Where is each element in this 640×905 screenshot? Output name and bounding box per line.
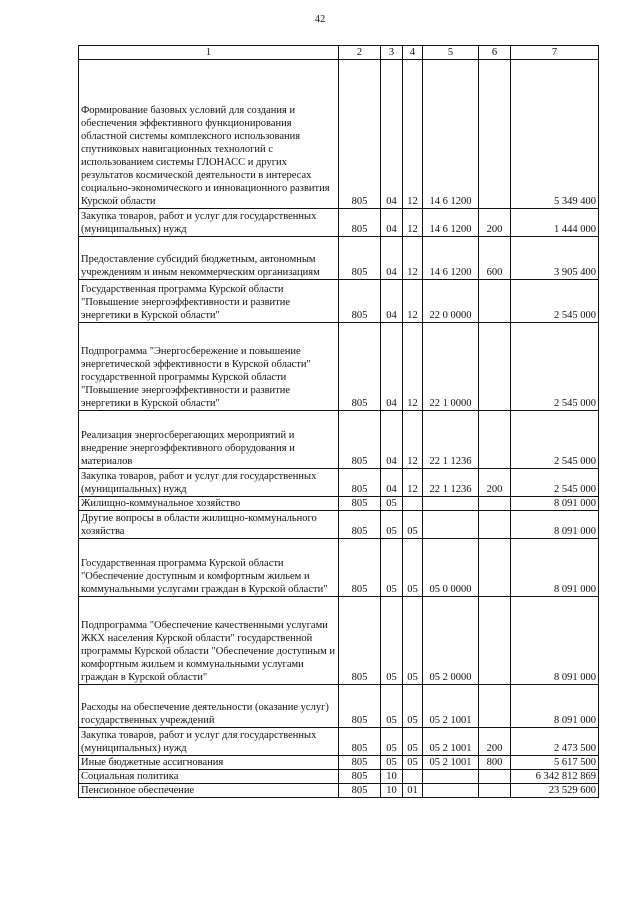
header-col-2: 2 bbox=[339, 46, 381, 60]
cell-ministry: 805 bbox=[339, 209, 381, 237]
table-row bbox=[79, 60, 599, 209]
cell-expense-type bbox=[479, 770, 511, 784]
cell-section: 05 bbox=[381, 728, 403, 756]
cell-subsection: 12 bbox=[403, 411, 423, 469]
cell-expense-type bbox=[479, 411, 511, 469]
cell-amount: 8 091 000 bbox=[511, 685, 599, 728]
cell-target-article: 22 1 1236 bbox=[423, 411, 479, 469]
cell-section: 04 bbox=[381, 237, 403, 280]
cell-target-article: 05 2 1001 bbox=[423, 685, 479, 728]
cell-expense-type: 600 bbox=[479, 237, 511, 280]
row-name: Пенсионное обеспечение bbox=[79, 784, 339, 798]
table-row bbox=[79, 756, 599, 770]
table-row bbox=[79, 511, 599, 539]
cell-section: 04 bbox=[381, 60, 403, 209]
cell-target-article: 22 1 1236 bbox=[423, 469, 479, 497]
table-row bbox=[79, 728, 599, 756]
cell-expense-type bbox=[479, 60, 511, 209]
cell-target-article: 05 2 0000 bbox=[423, 597, 479, 685]
row-name: Другие вопросы в области жилищно-коммунального хозяйства bbox=[79, 511, 339, 539]
row-name: Расходы на обеспечение деятельности (оказание услуг) государственных учреждений bbox=[79, 685, 339, 728]
row-name: Закупка товаров, работ и услуг для государственных (муниципальных) нужд bbox=[79, 728, 339, 756]
cell-expense-type bbox=[479, 497, 511, 511]
cell-target-article: 14 6 1200 bbox=[423, 237, 479, 280]
cell-ministry: 805 bbox=[339, 323, 381, 411]
cell-target-article: 14 6 1200 bbox=[423, 209, 479, 237]
cell-amount: 1 444 000 bbox=[511, 209, 599, 237]
row-name: Формирование базовых условий для создания и обеспечения эффективного функционирования областной системы комплексного использования спутниковых навигационных технологий с использованием системы ГЛОНАСС и других результатов космической деятельности в интересах социально-экономического и инновационного развития Курской области bbox=[79, 60, 339, 209]
cell-ministry: 805 bbox=[339, 756, 381, 770]
cell-section: 05 bbox=[381, 756, 403, 770]
cell-ministry: 805 bbox=[339, 237, 381, 280]
cell-amount: 23 529 600 bbox=[511, 784, 599, 798]
table-row bbox=[79, 411, 599, 469]
page-number: 42 bbox=[314, 14, 326, 25]
cell-ministry: 805 bbox=[339, 60, 381, 209]
cell-expense-type: 200 bbox=[479, 469, 511, 497]
cell-subsection: 12 bbox=[403, 209, 423, 237]
cell-ministry: 805 bbox=[339, 685, 381, 728]
header-col-7: 7 bbox=[511, 46, 599, 60]
row-name: Реализация энергосберегающих мероприятий и внедрение энергоэффективного оборудования и материалов bbox=[79, 411, 339, 469]
cell-ministry: 805 bbox=[339, 469, 381, 497]
cell-expense-type: 200 bbox=[479, 728, 511, 756]
cell-subsection: 05 bbox=[403, 685, 423, 728]
table-row bbox=[79, 280, 599, 323]
table-row bbox=[79, 770, 599, 784]
header-row bbox=[79, 46, 599, 60]
cell-expense-type bbox=[479, 323, 511, 411]
cell-section: 10 bbox=[381, 770, 403, 784]
cell-target-article bbox=[423, 511, 479, 539]
cell-expense-type bbox=[479, 511, 511, 539]
cell-expense-type bbox=[479, 597, 511, 685]
table-row bbox=[79, 685, 599, 728]
cell-ministry: 805 bbox=[339, 280, 381, 323]
cell-amount: 8 091 000 bbox=[511, 597, 599, 685]
header-col-5: 5 bbox=[423, 46, 479, 60]
row-name: Социальная политика bbox=[79, 770, 339, 784]
cell-amount: 8 091 000 bbox=[511, 497, 599, 511]
cell-amount: 8 091 000 bbox=[511, 539, 599, 597]
cell-target-article bbox=[423, 497, 479, 511]
cell-section: 04 bbox=[381, 469, 403, 497]
row-name: Предоставление субсидий бюджетным, автономным учреждениям и иным некоммерческим организациям bbox=[79, 237, 339, 280]
table-row bbox=[79, 784, 599, 798]
cell-ministry: 805 bbox=[339, 770, 381, 784]
cell-section: 05 bbox=[381, 685, 403, 728]
cell-expense-type: 200 bbox=[479, 209, 511, 237]
cell-amount: 5 349 400 bbox=[511, 60, 599, 209]
cell-amount: 6 342 812 869 bbox=[511, 770, 599, 784]
cell-target-article: 05 2 1001 bbox=[423, 756, 479, 770]
cell-ministry: 805 bbox=[339, 511, 381, 539]
cell-expense-type bbox=[479, 784, 511, 798]
cell-subsection bbox=[403, 497, 423, 511]
cell-section: 04 bbox=[381, 209, 403, 237]
cell-ministry: 805 bbox=[339, 497, 381, 511]
cell-amount: 3 905 400 bbox=[511, 237, 599, 280]
cell-subsection: 05 bbox=[403, 539, 423, 597]
cell-section: 04 bbox=[381, 323, 403, 411]
row-name: Подпрограмма "Энергосбережение и повышение энергетической эффективности в Курской области" государственной программы Курской области "Повышение энергоэффективности и развитие энергетики в Курской области" bbox=[79, 323, 339, 411]
cell-target-article: 05 0 0000 bbox=[423, 539, 479, 597]
cell-ministry: 805 bbox=[339, 411, 381, 469]
cell-expense-type bbox=[479, 539, 511, 597]
cell-subsection: 12 bbox=[403, 280, 423, 323]
cell-target-article: 05 2 1001 bbox=[423, 728, 479, 756]
cell-ministry: 805 bbox=[339, 539, 381, 597]
cell-ministry: 805 bbox=[339, 784, 381, 798]
budget-table bbox=[78, 45, 599, 798]
cell-section: 05 bbox=[381, 597, 403, 685]
cell-target-article: 22 0 0000 bbox=[423, 280, 479, 323]
cell-amount: 2 545 000 bbox=[511, 469, 599, 497]
cell-target-article: 14 6 1200 bbox=[423, 60, 479, 209]
header-col-4: 4 bbox=[403, 46, 423, 60]
header-col-3: 3 bbox=[381, 46, 403, 60]
cell-amount: 2 545 000 bbox=[511, 411, 599, 469]
table-row bbox=[79, 539, 599, 597]
cell-amount: 2 545 000 bbox=[511, 280, 599, 323]
row-name: Закупка товаров, работ и услуг для государственных (муниципальных) нужд bbox=[79, 469, 339, 497]
cell-subsection: 05 bbox=[403, 756, 423, 770]
cell-expense-type: 800 bbox=[479, 756, 511, 770]
table-row bbox=[79, 209, 599, 237]
cell-section: 05 bbox=[381, 511, 403, 539]
table-row bbox=[79, 237, 599, 280]
cell-subsection: 05 bbox=[403, 597, 423, 685]
cell-subsection: 12 bbox=[403, 60, 423, 209]
cell-target-article bbox=[423, 784, 479, 798]
cell-section: 04 bbox=[381, 280, 403, 323]
cell-ministry: 805 bbox=[339, 597, 381, 685]
cell-expense-type bbox=[479, 280, 511, 323]
table-row bbox=[79, 497, 599, 511]
cell-subsection: 12 bbox=[403, 237, 423, 280]
cell-section: 05 bbox=[381, 539, 403, 597]
cell-subsection: 12 bbox=[403, 469, 423, 497]
cell-expense-type bbox=[479, 685, 511, 728]
row-name: Подпрограмма "Обеспечение качественными услугами ЖКХ населения Курской области" государственной программы Курской области "Обеспечение доступным и комфортным жильем и коммунальными услугами граждан в Курской области" bbox=[79, 597, 339, 685]
cell-amount: 2 545 000 bbox=[511, 323, 599, 411]
row-name: Закупка товаров, работ и услуг для государственных (муниципальных) нужд bbox=[79, 209, 339, 237]
cell-amount: 5 617 500 bbox=[511, 756, 599, 770]
cell-amount: 8 091 000 bbox=[511, 511, 599, 539]
cell-section: 05 bbox=[381, 497, 403, 511]
header-col-1: 1 bbox=[79, 46, 339, 60]
table-row bbox=[79, 469, 599, 497]
row-name: Жилищно-коммунальное хозяйство bbox=[79, 497, 339, 511]
cell-target-article: 22 1 0000 bbox=[423, 323, 479, 411]
table-row bbox=[79, 323, 599, 411]
cell-subsection: 01 bbox=[403, 784, 423, 798]
cell-subsection bbox=[403, 770, 423, 784]
cell-section: 04 bbox=[381, 411, 403, 469]
header-col-6: 6 bbox=[479, 46, 511, 60]
cell-subsection: 05 bbox=[403, 511, 423, 539]
row-name: Иные бюджетные ассигнования bbox=[79, 756, 339, 770]
cell-section: 10 bbox=[381, 784, 403, 798]
cell-target-article bbox=[423, 770, 479, 784]
row-name: Государственная программа Курской области "Повышение энергоэффективности и развитие энергетики в Курской области" bbox=[79, 280, 339, 323]
row-name: Государственная программа Курской области "Обеспечение доступным и комфортным жильем и коммунальными услугами граждан в Курской области" bbox=[79, 539, 339, 597]
table-row bbox=[79, 597, 599, 685]
cell-amount: 2 473 500 bbox=[511, 728, 599, 756]
cell-subsection: 05 bbox=[403, 728, 423, 756]
cell-subsection: 12 bbox=[403, 323, 423, 411]
cell-ministry: 805 bbox=[339, 728, 381, 756]
